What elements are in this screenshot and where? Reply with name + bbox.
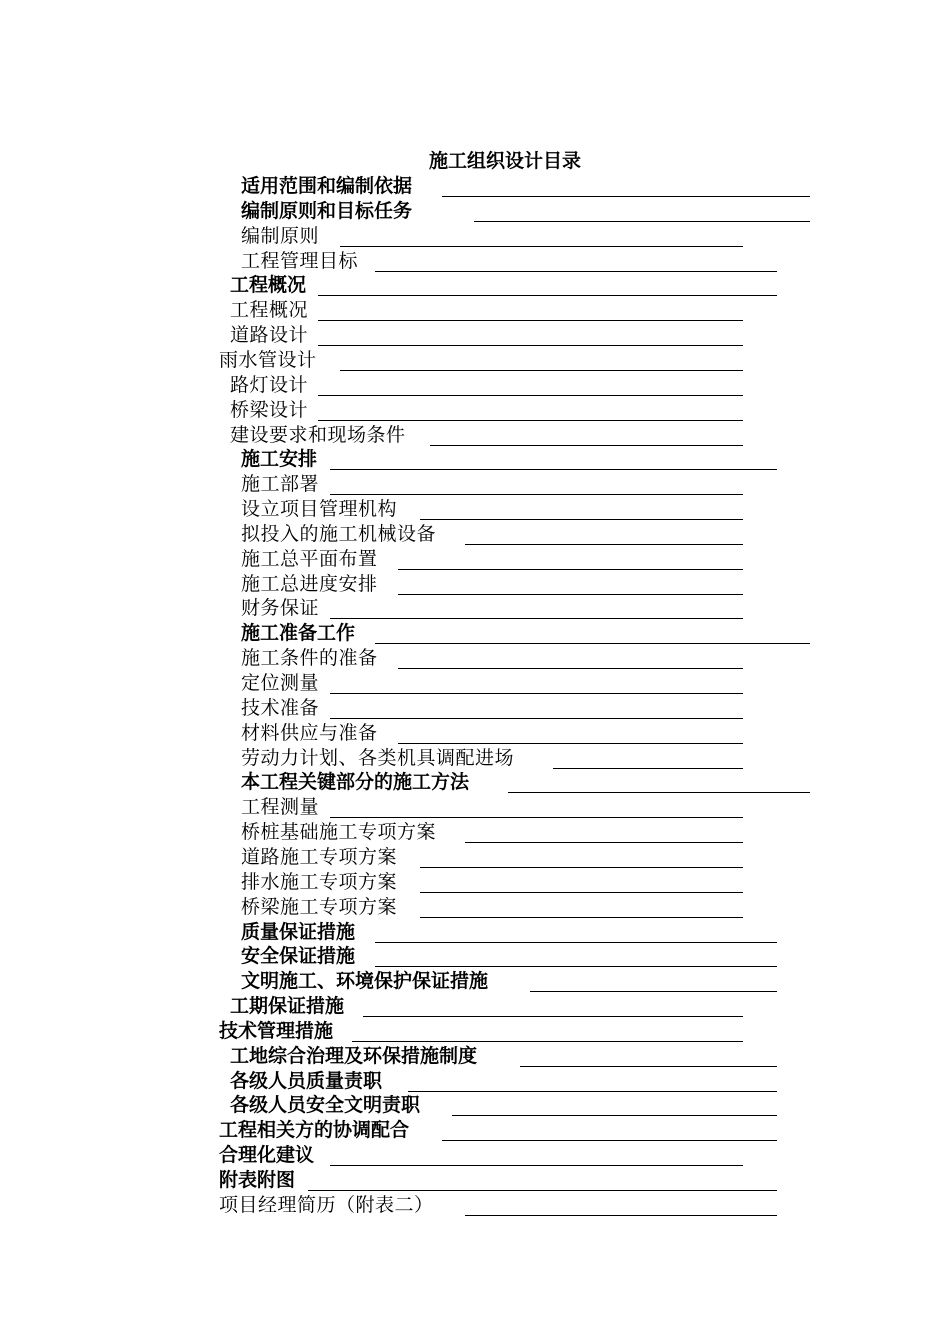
toc-entry xyxy=(241,969,777,994)
toc-entry xyxy=(241,621,810,646)
toc-entry-label: 工程测量 xyxy=(241,796,320,819)
toc-entry-label: 工期保证措施 xyxy=(230,995,345,1018)
toc-entry xyxy=(241,845,743,870)
toc-entry-label: 工地综合治理及环保措施制度 xyxy=(230,1044,478,1067)
toc-leader-line xyxy=(308,1190,777,1191)
toc-entry-label: 质量保证措施 xyxy=(241,920,356,943)
toc-entry xyxy=(241,447,777,472)
toc-entry-label: 本工程关键部分的施工方法 xyxy=(241,771,470,794)
toc-entry xyxy=(241,795,743,820)
toc-leader-line xyxy=(520,1066,777,1067)
toc-leader-line xyxy=(398,668,743,669)
toc-entry-label: 道路设计 xyxy=(230,324,309,347)
toc-entry xyxy=(241,770,810,795)
toc-leader-line xyxy=(420,867,743,868)
toc-entry xyxy=(219,1143,743,1168)
toc-entry xyxy=(241,174,810,199)
toc-entry-label: 排水施工专项方案 xyxy=(241,870,398,893)
toc-entry-label: 工程管理目标 xyxy=(241,249,359,272)
toc-entry-label: 施工条件的准备 xyxy=(241,647,378,670)
toc-entry xyxy=(219,1168,777,1193)
toc-entry xyxy=(241,671,743,696)
toc-leader-line xyxy=(452,1115,777,1116)
toc-entry xyxy=(230,994,743,1019)
toc-entry xyxy=(219,1193,777,1218)
toc-entry-label: 施工安排 xyxy=(241,448,318,471)
toc-entry xyxy=(241,820,743,845)
toc-entry xyxy=(230,423,743,448)
toc-entry-label: 技术准备 xyxy=(241,696,320,719)
toc-leader-line xyxy=(330,494,743,495)
toc-leader-line xyxy=(420,892,743,893)
toc-entry-label: 桥梁设计 xyxy=(230,398,309,421)
toc-entry xyxy=(241,596,743,621)
toc-entry-label: 合理化建议 xyxy=(219,1144,315,1167)
toc-leader-line xyxy=(330,1165,743,1166)
toc-entry xyxy=(230,298,743,323)
toc-entry-label: 工程相关方的协调配合 xyxy=(219,1119,410,1142)
toc-entry xyxy=(241,920,777,945)
toc-entry xyxy=(219,1118,777,1143)
toc-entry-label: 文明施工、环境保护保证措施 xyxy=(241,970,489,993)
toc-leader-line xyxy=(352,1041,743,1042)
toc-entry xyxy=(241,224,743,249)
toc-entry xyxy=(241,696,743,721)
toc-leader-line xyxy=(318,295,777,296)
toc-leader-line xyxy=(318,395,743,396)
toc-entry xyxy=(230,1044,777,1069)
toc-leader-line xyxy=(375,271,777,272)
toc-entry xyxy=(230,323,743,348)
toc-entry xyxy=(230,1069,777,1094)
toc-leader-line xyxy=(474,221,810,222)
toc-entry-label: 定位测量 xyxy=(241,672,320,694)
toc-leader-line xyxy=(363,1016,743,1017)
toc-entry xyxy=(230,398,743,423)
toc-entry xyxy=(230,373,743,398)
toc-entry xyxy=(241,522,743,547)
toc-entry xyxy=(241,249,777,274)
toc-entry-label: 建设要求和现场条件 xyxy=(230,423,406,446)
toc-leader-line xyxy=(375,643,810,644)
toc-leader-line xyxy=(465,1215,777,1216)
toc-entry xyxy=(241,572,743,597)
toc-entry-label: 雨水管设计 xyxy=(219,348,317,371)
toc-entry-label: 适用范围和编制依据 xyxy=(241,175,413,197)
toc-entry-label: 附表附图 xyxy=(219,1169,296,1191)
toc-entry-label: 项目经理简历（附表二） xyxy=(219,1193,434,1216)
toc-entry xyxy=(241,746,743,771)
toc-leader-line xyxy=(408,1091,777,1092)
toc-entry-label: 施工部署 xyxy=(241,473,320,496)
toc-leader-line xyxy=(340,246,743,247)
toc-leader-line xyxy=(398,743,743,744)
toc-entry-label: 桥桩基础施工专项方案 xyxy=(241,821,437,844)
toc-entry xyxy=(219,1019,743,1044)
toc-entry-label: 桥梁施工专项方案 xyxy=(241,895,398,918)
toc-entry xyxy=(230,273,777,298)
toc-entry-label: 编制原则和目标任务 xyxy=(241,199,413,222)
toc-entry-label: 材料供应与准备 xyxy=(241,721,378,744)
toc-leader-line xyxy=(465,544,743,545)
toc-leader-line xyxy=(398,594,743,595)
toc-entry-label: 工程概况 xyxy=(230,299,309,322)
toc-leader-line xyxy=(340,370,743,371)
toc-entry-label: 技术管理措施 xyxy=(219,1019,334,1042)
toc-entry-label: 财务保证 xyxy=(241,597,320,620)
toc-leader-line xyxy=(420,519,743,520)
toc-entry xyxy=(241,497,743,522)
toc-entry-label: 工程概况 xyxy=(230,274,307,297)
toc-entry-label: 道路施工专项方案 xyxy=(241,845,398,868)
toc-leader-line xyxy=(330,718,743,719)
toc-entry xyxy=(241,646,743,671)
toc-entry xyxy=(241,721,743,746)
toc-leader-line xyxy=(398,569,743,570)
toc-leader-line xyxy=(375,966,777,967)
toc-entry xyxy=(241,199,810,224)
toc-leader-line xyxy=(318,345,743,346)
toc-entry-label: 路灯设计 xyxy=(230,373,309,396)
toc-leader-line xyxy=(318,420,743,421)
toc-entry xyxy=(241,547,743,572)
toc-leader-line xyxy=(430,445,743,446)
toc-leader-line xyxy=(318,320,743,321)
toc-entry xyxy=(241,472,743,497)
toc-leader-line xyxy=(465,842,743,843)
toc-leader-line xyxy=(375,942,777,943)
toc-entry-label: 安全保证措施 xyxy=(241,945,356,968)
toc-leader-line xyxy=(330,469,777,470)
toc-entry-label: 拟投入的施工机械设备 xyxy=(241,522,437,545)
toc-entry xyxy=(241,870,743,895)
toc-leader-line xyxy=(330,618,743,619)
toc-leader-line xyxy=(442,196,810,197)
toc-entry-label: 设立项目管理机构 xyxy=(241,498,398,521)
toc-entry xyxy=(241,944,777,969)
toc-entry-label: 各级人员安全文明责职 xyxy=(230,1094,421,1117)
toc-leader-line xyxy=(330,817,743,818)
toc-entry xyxy=(219,348,743,373)
toc-entry-label: 施工总平面布置 xyxy=(241,547,378,570)
toc-entry-label: 劳动力计划、各类机具调配进场 xyxy=(241,746,515,769)
toc-leader-line xyxy=(420,917,743,918)
toc-entry-label: 施工总进度安排 xyxy=(241,572,378,595)
toc-leader-line xyxy=(330,693,743,694)
toc-entry xyxy=(230,1093,777,1118)
toc-entry-label: 各级人员质量责职 xyxy=(230,1069,383,1092)
toc-leader-line xyxy=(530,991,777,992)
toc-entry-label: 编制原则 xyxy=(241,224,320,247)
toc-leader-line xyxy=(553,768,743,769)
page-title: 施工组织设计目录 xyxy=(428,150,581,172)
toc-entry-label: 施工准备工作 xyxy=(241,622,356,645)
toc-entry xyxy=(241,895,743,920)
toc-leader-line xyxy=(442,1140,777,1141)
toc-leader-line xyxy=(508,792,810,793)
